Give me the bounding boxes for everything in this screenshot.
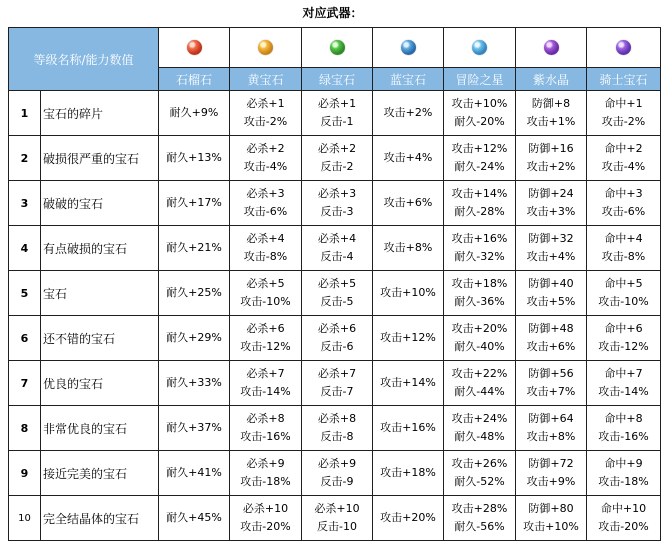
stat-value: 耐久+25% <box>166 286 222 299</box>
stat-value: 必杀+7 <box>246 367 285 380</box>
stat-value: 必杀+1 <box>246 97 285 110</box>
stat-value: 攻击-10% <box>240 295 291 308</box>
stat-value: 反击-7 <box>320 385 354 398</box>
stat-cell-garnet <box>159 181 230 226</box>
stat-value: 耐久+45% <box>166 511 222 524</box>
row-number: 3 <box>9 181 41 226</box>
stat-cell-emerald <box>302 406 373 451</box>
stat-value: 耐久+13% <box>166 151 222 164</box>
stat-value: 反击-2 <box>320 160 354 173</box>
table-body <box>9 91 661 541</box>
stat-value: 必杀+10 <box>242 502 289 515</box>
stat-cell-knight-gem <box>587 271 661 316</box>
emerald-icon-cell <box>302 28 373 68</box>
stat-value: 攻击-14% <box>598 385 649 398</box>
level-name: 接近完美的宝石 <box>41 451 159 496</box>
stat-cell-amethyst <box>516 136 587 181</box>
level-name: 破破的宝石 <box>41 181 159 226</box>
row-number: 7 <box>9 361 41 406</box>
stat-cell-adventure-star <box>444 316 516 361</box>
stat-value: 耐久-44% <box>454 385 505 398</box>
stat-value: 耐久-24% <box>454 160 505 173</box>
gem-name-adventure-star: 冒险之星 <box>444 68 516 91</box>
stat-cell-amethyst <box>516 271 587 316</box>
stat-cell-topaz <box>230 361 302 406</box>
stat-cell-sapphire <box>373 181 444 226</box>
stat-cell-topaz <box>230 451 302 496</box>
stat-cell-amethyst <box>516 406 587 451</box>
stat-cell-amethyst <box>516 451 587 496</box>
topaz-icon-cell <box>230 28 302 68</box>
stat-cell-adventure-star <box>444 496 516 541</box>
row-number: 2 <box>9 136 41 181</box>
table-row <box>9 451 661 496</box>
stat-value: 攻击-14% <box>240 385 291 398</box>
stat-cell-topaz <box>230 136 302 181</box>
stat-cell-adventure-star <box>444 91 516 136</box>
level-name: 优良的宝石 <box>41 361 159 406</box>
table-row <box>9 316 661 361</box>
stat-value: 攻击-16% <box>240 430 291 443</box>
level-name: 宝石 <box>41 271 159 316</box>
row-number: 8 <box>9 406 41 451</box>
stat-value: 命中+8 <box>604 412 643 425</box>
stat-cell-garnet <box>159 91 230 136</box>
stat-value: 攻击+10% <box>380 286 436 299</box>
table-row <box>9 226 661 271</box>
row-number: 6 <box>9 316 41 361</box>
stat-value: 耐久+29% <box>166 331 222 344</box>
stat-value: 攻击-18% <box>598 475 649 488</box>
stat-cell-knight-gem <box>587 181 661 226</box>
stat-value: 攻击-6% <box>601 205 646 218</box>
stat-value: 攻击+24% <box>451 412 508 425</box>
stat-value: 必杀+6 <box>317 322 357 335</box>
stat-value: 攻击-12% <box>240 340 291 353</box>
stat-value: 攻击-12% <box>598 340 649 353</box>
sky-blue-gem-icon <box>472 40 487 55</box>
stat-cell-adventure-star <box>444 136 516 181</box>
garnet-icon-cell <box>159 28 230 68</box>
stat-cell-emerald <box>302 136 373 181</box>
stat-value: 必杀+5 <box>317 277 357 290</box>
stat-value: 攻击-20% <box>598 520 649 533</box>
stat-value: 攻击-10% <box>598 295 649 308</box>
stat-cell-emerald <box>302 451 373 496</box>
gem-name-topaz: 黄宝石 <box>230 68 302 91</box>
stat-value: 命中+10 <box>600 502 647 515</box>
stat-value: 耐久-56% <box>454 520 505 533</box>
stat-cell-emerald <box>302 181 373 226</box>
stat-value: 耐久-28% <box>454 205 505 218</box>
adventure-star-icon-cell <box>444 28 516 68</box>
stat-cell-knight-gem <box>587 451 661 496</box>
stat-value: 防御+16 <box>528 142 574 155</box>
stat-value: 攻击-18% <box>240 475 291 488</box>
stat-cell-amethyst <box>516 361 587 406</box>
stat-value: 攻击+4% <box>383 151 433 164</box>
stat-value: 命中+3 <box>604 187 643 200</box>
stat-value: 攻击+5% <box>526 295 576 308</box>
stat-value: 攻击+6% <box>526 340 576 353</box>
stat-value: 攻击+1% <box>526 115 576 128</box>
stat-value: 反击-3 <box>320 205 354 218</box>
stat-cell-adventure-star <box>444 181 516 226</box>
gem-name-emerald: 绿宝石 <box>302 68 373 91</box>
stat-cell-amethyst <box>516 91 587 136</box>
stat-cell-garnet <box>159 496 230 541</box>
stat-value: 攻击+16% <box>451 232 508 245</box>
stat-cell-garnet <box>159 406 230 451</box>
stat-value: 必杀+9 <box>246 457 285 470</box>
stat-cell-emerald <box>302 496 373 541</box>
stat-cell-emerald <box>302 361 373 406</box>
page-title: 对应武器： <box>302 6 363 20</box>
stat-value: 攻击-8% <box>243 250 288 263</box>
stat-cell-sapphire <box>373 406 444 451</box>
stat-value: 攻击-4% <box>601 160 646 173</box>
stat-value: 反击-5 <box>320 295 354 308</box>
stat-value: 攻击+22% <box>451 367 508 380</box>
stat-cell-topaz <box>230 91 302 136</box>
stat-value: 命中+9 <box>604 457 643 470</box>
stat-value: 耐久+9% <box>169 106 219 119</box>
stat-value: 反击-9 <box>320 475 354 488</box>
stat-value: 攻击+9% <box>526 475 576 488</box>
stat-value: 攻击+8% <box>526 430 576 443</box>
stat-cell-garnet <box>159 271 230 316</box>
stat-value: 攻击-4% <box>243 160 288 173</box>
stat-value: 攻击+10% <box>523 520 579 533</box>
sapphire-icon-cell <box>373 28 444 68</box>
row-number: 4 <box>9 226 41 271</box>
stat-cell-amethyst <box>516 316 587 361</box>
stat-value: 防御+64 <box>528 412 574 425</box>
stat-value: 攻击+18% <box>451 277 508 290</box>
stat-cell-garnet <box>159 226 230 271</box>
stat-cell-sapphire <box>373 316 444 361</box>
stat-value: 必杀+1 <box>317 97 357 110</box>
stat-value: 攻击+14% <box>380 376 436 389</box>
stat-value: 防御+56 <box>528 367 574 380</box>
green-gem-icon <box>330 40 345 55</box>
gem-name-garnet: 石榴石 <box>159 68 230 91</box>
gem-name-sapphire: 蓝宝石 <box>373 68 444 91</box>
stat-value: 攻击-8% <box>601 250 646 263</box>
stat-value: 必杀+3 <box>246 187 285 200</box>
stat-value: 耐久-20% <box>454 115 505 128</box>
stat-value: 攻击+7% <box>526 385 576 398</box>
stat-cell-sapphire <box>373 361 444 406</box>
knight-gem-icon-cell <box>587 28 661 68</box>
stat-value: 攻击+2% <box>383 106 433 119</box>
stat-cell-adventure-star <box>444 271 516 316</box>
stat-value: 耐久+37% <box>166 421 222 434</box>
stat-cell-emerald <box>302 271 373 316</box>
stat-value: 耐久-40% <box>454 340 505 353</box>
gem-name-knight-gem: 骑士宝石 <box>587 68 661 91</box>
stat-value: 攻击+16% <box>380 421 436 434</box>
stat-value: 必杀+3 <box>317 187 357 200</box>
stat-cell-sapphire <box>373 136 444 181</box>
stat-cell-topaz <box>230 316 302 361</box>
stat-cell-knight-gem <box>587 136 661 181</box>
stat-value: 必杀+8 <box>246 412 285 425</box>
table-row <box>9 91 661 136</box>
stat-value: 攻击-16% <box>598 430 649 443</box>
table-row <box>9 271 661 316</box>
stat-value: 反击-6 <box>320 340 354 353</box>
stat-value: 必杀+10 <box>314 502 360 515</box>
stat-value: 攻击+2% <box>526 160 576 173</box>
stat-cell-adventure-star <box>444 406 516 451</box>
purple-gem-icon <box>544 40 559 55</box>
stat-value: 防御+40 <box>528 277 574 290</box>
row-number: 1 <box>9 91 41 136</box>
stat-value: 必杀+6 <box>246 322 285 335</box>
stat-value: 必杀+5 <box>246 277 285 290</box>
stat-value: 攻击+12% <box>451 142 508 155</box>
table-row <box>9 136 661 181</box>
stat-cell-garnet <box>159 136 230 181</box>
stat-cell-garnet <box>159 361 230 406</box>
table-row <box>9 361 661 406</box>
stat-cell-emerald <box>302 226 373 271</box>
stat-cell-sapphire <box>373 91 444 136</box>
stat-cell-sapphire <box>373 496 444 541</box>
stat-cell-emerald <box>302 91 373 136</box>
stat-cell-knight-gem <box>587 226 661 271</box>
stat-value: 防御+80 <box>528 502 574 515</box>
stat-value: 命中+6 <box>604 322 643 335</box>
stat-value: 攻击+14% <box>451 187 508 200</box>
stat-value: 攻击-2% <box>601 115 646 128</box>
stat-value: 反击-1 <box>320 115 354 128</box>
icon-row <box>9 28 661 68</box>
stat-value: 攻击+3% <box>526 205 576 218</box>
stat-cell-garnet <box>159 451 230 496</box>
stat-value: 命中+7 <box>604 367 643 380</box>
table-row <box>9 406 661 451</box>
table-row <box>9 496 661 541</box>
stat-value: 攻击+20% <box>451 322 508 335</box>
stat-value: 防御+72 <box>528 457 574 470</box>
stat-value: 反击-8 <box>320 430 354 443</box>
stat-cell-amethyst <box>516 181 587 226</box>
stat-value: 耐久-52% <box>454 475 505 488</box>
stat-value: 攻击+18% <box>380 466 436 479</box>
stat-value: 必杀+7 <box>317 367 357 380</box>
stat-value: 命中+5 <box>604 277 643 290</box>
stat-value: 防御+48 <box>528 322 574 335</box>
stat-value: 攻击+8% <box>383 241 433 254</box>
stat-cell-topaz <box>230 181 302 226</box>
amethyst-icon-cell <box>516 28 587 68</box>
stat-value: 耐久-32% <box>454 250 505 263</box>
stat-cell-adventure-star <box>444 361 516 406</box>
stat-value: 耐久+33% <box>166 376 222 389</box>
stat-value: 必杀+2 <box>317 142 357 155</box>
stat-value: 命中+1 <box>604 97 643 110</box>
level-name: 还不错的宝石 <box>41 316 159 361</box>
stat-cell-amethyst <box>516 226 587 271</box>
stat-value: 防御+32 <box>528 232 574 245</box>
level-name: 有点破损的宝石 <box>41 226 159 271</box>
stat-cell-sapphire <box>373 226 444 271</box>
level-name: 宝石的碎片 <box>41 91 159 136</box>
stat-cell-knight-gem <box>587 316 661 361</box>
stat-value: 攻击-20% <box>240 520 291 533</box>
row-number: 5 <box>9 271 41 316</box>
red-gem-icon <box>187 40 202 55</box>
stat-value: 攻击+20% <box>380 511 436 524</box>
row-number: 10 <box>9 496 41 541</box>
stat-cell-knight-gem <box>587 91 661 136</box>
stat-cell-topaz <box>230 496 302 541</box>
stat-cell-adventure-star <box>444 451 516 496</box>
stat-value: 攻击+6% <box>383 196 433 209</box>
stat-value: 耐久-36% <box>454 295 505 308</box>
stat-cell-topaz <box>230 271 302 316</box>
level-name: 完全结晶体的宝石 <box>41 496 159 541</box>
stat-value: 必杀+9 <box>317 457 357 470</box>
stat-value: 耐久+41% <box>166 466 222 479</box>
stat-cell-garnet <box>159 316 230 361</box>
stat-cell-sapphire <box>373 271 444 316</box>
stat-value: 命中+2 <box>604 142 643 155</box>
stat-value: 反击-10 <box>317 520 357 533</box>
stat-value: 攻击+4% <box>526 250 576 263</box>
stat-value: 防御+8 <box>531 97 571 110</box>
level-name: 破损很严重的宝石 <box>41 136 159 181</box>
stat-value: 耐久-48% <box>454 430 505 443</box>
blue-gem-icon <box>401 40 416 55</box>
stat-value: 攻击+26% <box>451 457 508 470</box>
level-name: 非常优良的宝石 <box>41 406 159 451</box>
stat-value: 必杀+4 <box>246 232 285 245</box>
stat-value: 命中+4 <box>604 232 643 245</box>
stat-value: 防御+24 <box>528 187 574 200</box>
stat-cell-amethyst <box>516 496 587 541</box>
yellow-gem-icon <box>258 40 273 55</box>
gem-stats-table <box>8 27 661 541</box>
row-number: 9 <box>9 451 41 496</box>
stat-cell-knight-gem <box>587 496 661 541</box>
stat-value: 反击-4 <box>320 250 354 263</box>
stat-cell-knight-gem <box>587 361 661 406</box>
stat-cell-emerald <box>302 316 373 361</box>
stat-value: 必杀+4 <box>317 232 357 245</box>
stat-cell-knight-gem <box>587 406 661 451</box>
gem-name-amethyst: 紫水晶 <box>516 68 587 91</box>
stat-value: 必杀+8 <box>317 412 357 425</box>
stat-value: 耐久+21% <box>166 241 222 254</box>
stat-cell-adventure-star <box>444 226 516 271</box>
stat-value: 必杀+2 <box>246 142 285 155</box>
stat-cell-sapphire <box>373 451 444 496</box>
table-row <box>9 181 661 226</box>
level-header: 等级名称/能力数值 <box>9 28 159 91</box>
stat-value: 攻击-6% <box>243 205 288 218</box>
stat-value: 攻击+10% <box>451 97 508 110</box>
stat-value: 攻击-2% <box>243 115 288 128</box>
stat-cell-topaz <box>230 406 302 451</box>
violet-gem-icon <box>616 40 631 55</box>
stat-value: 攻击+12% <box>380 331 436 344</box>
stat-value: 攻击+28% <box>451 502 508 515</box>
stat-cell-topaz <box>230 226 302 271</box>
stat-value: 耐久+17% <box>166 196 222 209</box>
